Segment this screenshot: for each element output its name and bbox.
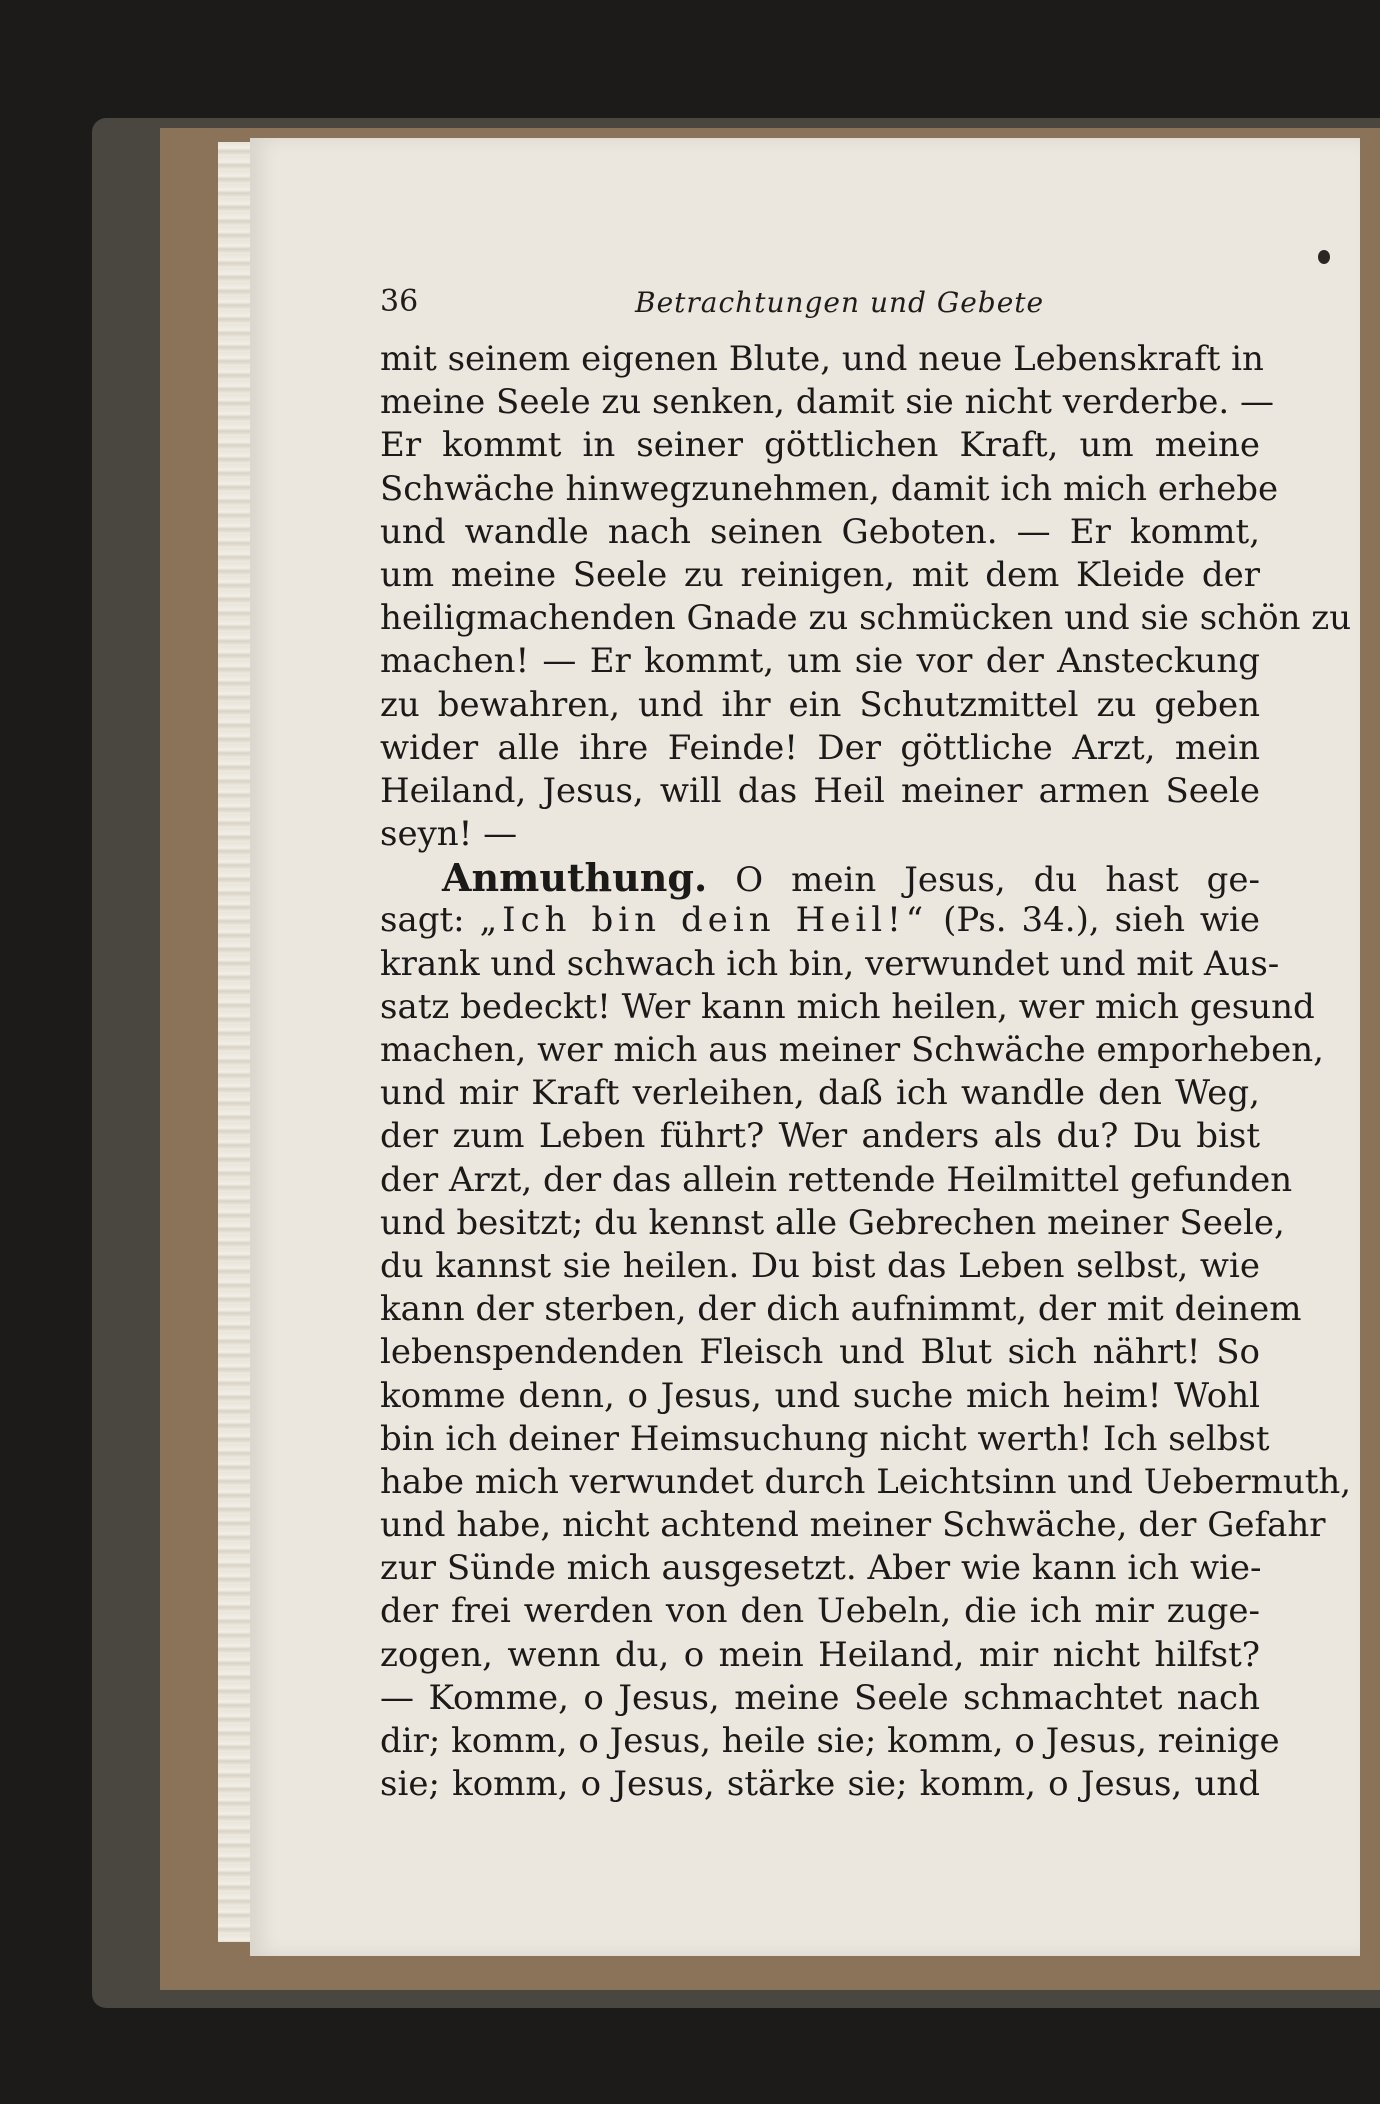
section-lead-word: Anmuthung. bbox=[442, 855, 708, 901]
text-line: und habe, nicht achtend meiner Schwäche, der Gefahr bbox=[380, 1505, 1326, 1546]
text-line: der zum Leben führt? Wer anders als du? Du bist bbox=[380, 1116, 1260, 1157]
text-line: sie; komm, o Jesus, stärke sie; komm, o Jesus, und bbox=[380, 1764, 1260, 1805]
text-line: Er kommt in seiner göttlichen Kraft, um meine bbox=[380, 425, 1260, 466]
text-line: meine Seele zu senken, damit sie nicht verderbe. — bbox=[380, 382, 1274, 423]
line-text: (Ps. 34.), sieh wie bbox=[928, 900, 1261, 941]
text-line: seyn! — bbox=[380, 814, 518, 855]
text-line: wider alle ihre Feinde! Der göttliche Arzt, mein bbox=[380, 727, 1260, 768]
text-line: Schwäche hinwegzunehmen, damit ich mich erhebe bbox=[380, 468, 1279, 509]
text-line: lebenspendenden Fleisch und Blut sich nährt! So bbox=[380, 1332, 1260, 1373]
text-line: zu bewahren, und ihr ein Schutzmittel zu geben bbox=[380, 684, 1260, 725]
line-text: sagt: bbox=[380, 900, 480, 941]
line-text: O mein Jesus, du hast ge- bbox=[735, 860, 1260, 901]
text-line: und besitzt; du kennst alle Gebrechen meiner Seele, bbox=[380, 1202, 1285, 1243]
text-line: und mir Kraft verleihen, daß ich wandle den Weg, bbox=[380, 1073, 1260, 1114]
text-line bbox=[380, 856, 1260, 899]
text-line: dir; komm, o Jesus, heile sie; komm, o Jesus, reinige bbox=[380, 1721, 1280, 1761]
text-line: Heiland, Jesus, will das Heil meiner armen Seele bbox=[380, 770, 1260, 811]
text-line: der Arzt, der das allein rettende Heilmittel gefunden bbox=[380, 1159, 1293, 1200]
quotation: „Ich bin dein Heil!“ bbox=[479, 900, 929, 941]
text-line bbox=[380, 899, 1260, 942]
text-line: habe mich verwundet durch Leichtsinn und Uebermuth, bbox=[380, 1461, 1352, 1502]
page-header-title: Betrachtungen und Gebete bbox=[635, 286, 1045, 319]
text-line: der frei werden von den Uebeln, die ich mir zuge- bbox=[380, 1591, 1260, 1632]
text-line: zur Sünde mich ausgesetzt. Aber wie kann ich wie- bbox=[380, 1548, 1262, 1589]
text-line: du kannst sie heilen. Du bist das Leben selbst, wie bbox=[380, 1245, 1260, 1286]
text-line: bin ich deiner Heimsuchung nicht werth! Ich selbst bbox=[380, 1418, 1270, 1459]
body-text bbox=[380, 338, 1352, 1806]
page-number: 36 bbox=[380, 284, 419, 319]
text-line: kann der sterben, der dich aufnimmt, der mit deinem bbox=[380, 1289, 1302, 1330]
text-line: machen! — Er kommt, um sie vor der Ansteckung bbox=[380, 641, 1260, 682]
text-line: krank und schwach ich bin, verwundet und mit Aus- bbox=[380, 943, 1280, 984]
text-line: zogen, wenn du, o mein Heiland, mir nicht hilfst? bbox=[380, 1634, 1260, 1675]
text-line: satz bedeckt! Wer kann mich heilen, wer mich gesund bbox=[380, 986, 1315, 1027]
text-line: heiligmachenden Gnade zu schmücken und sie schön zu bbox=[380, 598, 1352, 639]
text-line: — Komme, o Jesus, meine Seele schmachtet nach bbox=[380, 1677, 1260, 1718]
ink-dot-ornament-icon bbox=[1318, 250, 1330, 264]
running-head bbox=[380, 284, 1260, 334]
text-line: mit seinem eigenen Blute, und neue Lebenskraft in bbox=[380, 339, 1264, 379]
text-line: machen, wer mich aus meiner Schwäche emporheben, bbox=[380, 1030, 1324, 1070]
text-line: und wandle nach seinen Geboten. — Er kommt, bbox=[380, 511, 1260, 552]
text-line: komme denn, o Jesus, und suche mich heim! Wohl bbox=[380, 1375, 1260, 1416]
text-line: um meine Seele zu reinigen, mit dem Kleide der bbox=[380, 554, 1260, 595]
